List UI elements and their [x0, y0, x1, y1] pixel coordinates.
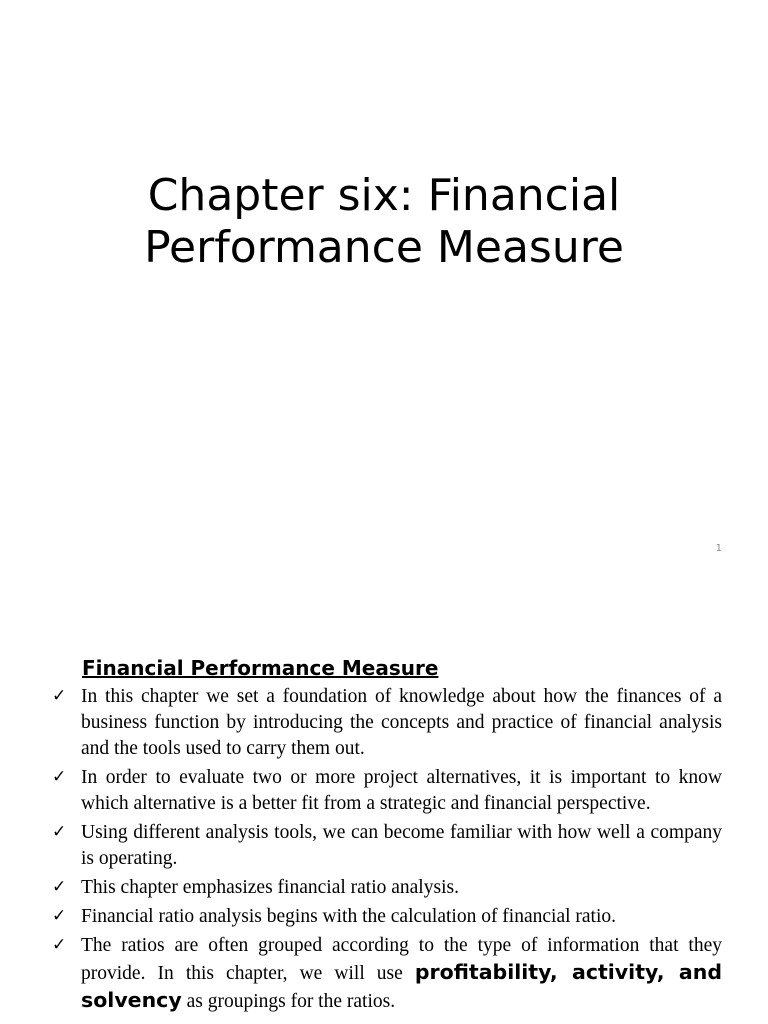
- slide-title-line-1: Chapter six: Financial: [147, 170, 621, 221]
- slide-page-number: 1: [715, 543, 722, 554]
- bullet-list: [50, 684, 722, 1018]
- check-mark-icon: ✓: [52, 686, 67, 706]
- content-slide: [0, 576, 768, 1024]
- check-mark-icon: ✓: [52, 767, 67, 787]
- bullet-text: Using different analysis tools, we can become familiar with how well a company is operating.: [81, 822, 722, 869]
- list-item: [50, 765, 722, 817]
- bullet-text-bold: profitability, activity, and solvency: [81, 960, 722, 1012]
- check-mark-icon: ✓: [52, 906, 67, 926]
- bullet-text-suffix: as groupings for the ratios.: [181, 991, 396, 1012]
- list-item: [50, 904, 722, 930]
- bullet-text: This chapter emphasizes financial ratio analysis.: [81, 877, 459, 898]
- section-heading: Financial Performance Measure: [82, 656, 439, 680]
- bullet-text-prefix: The ratios are often grouped according to the type of information that they provide. In this chapter, we will use: [81, 935, 722, 984]
- list-item: [50, 875, 722, 901]
- check-mark-icon: ✓: [52, 935, 67, 955]
- list-item: [50, 684, 722, 762]
- slide-title-line-2: Performance Measure: [144, 222, 624, 273]
- bullet-text: Financial ratio analysis begins with the calculation of financial ratio.: [81, 906, 617, 927]
- check-mark-icon: ✓: [52, 822, 67, 842]
- check-mark-icon: ✓: [52, 877, 67, 897]
- bullet-text: In order to evaluate two or more project alternatives, it is important to know which alternative is a better fit from a strategic and financial perspective.: [81, 767, 722, 814]
- bullet-text: In this chapter we set a foundation of knowledge about how the finances of a business function by introducing the concepts and practice of financial analysis and the tools used to carry them out.: [81, 686, 722, 759]
- slide-title: [0, 170, 768, 274]
- list-item: [50, 933, 722, 1015]
- list-item: [50, 820, 722, 872]
